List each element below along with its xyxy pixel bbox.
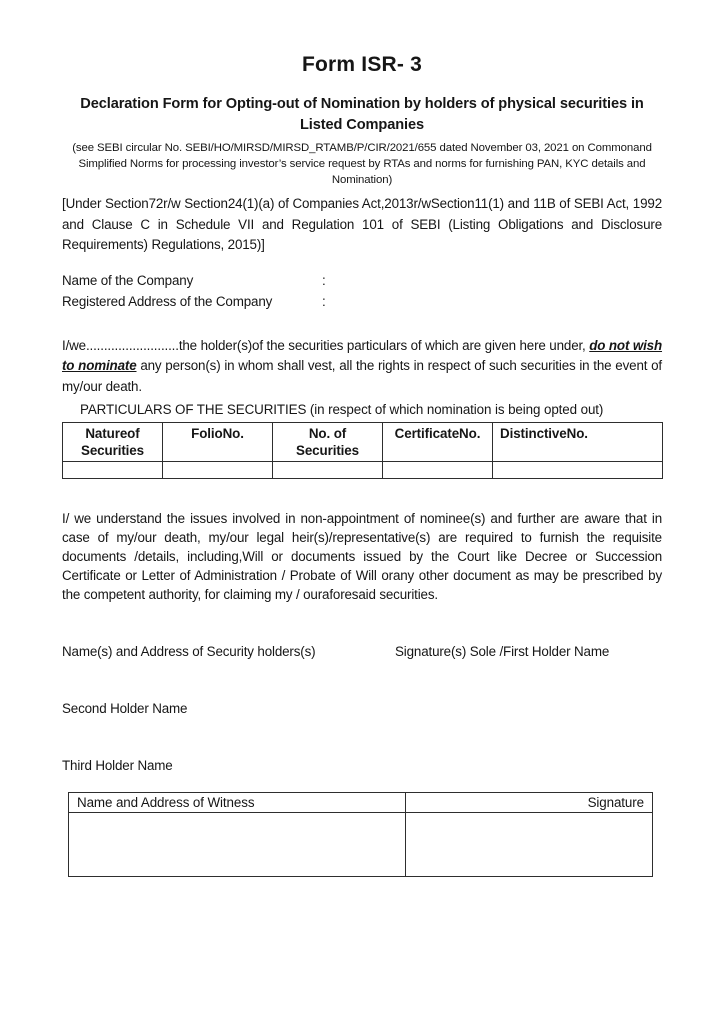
securities-cell-folio xyxy=(163,462,273,479)
declaration-paragraph xyxy=(62,336,662,398)
securities-header-count: No. of Securities xyxy=(273,423,383,462)
particulars-heading: PARTICULARS OF THE SECURITIES (in respect of which nomination is being opted out) xyxy=(80,402,604,417)
dotted-blank: .......................... xyxy=(85,337,179,353)
witness-cell-name-address xyxy=(69,813,406,877)
understand-paragraph: I/ we understand the issues involved in non-appointment of nominee(s) and further are aware that in case of my/our death, my/our legal heir(s)/representative(s) are required to furnish the requisite documents /details, including,Will or documents issued by the Court like Decree or Succession Certificate or Letter of Administration / Probate of Will orany other document as may be prescribed by the competent authority, for claiming my / ouraforesaid securities. xyxy=(62,511,662,602)
declaration-emphasis: do not wish to nominate xyxy=(62,337,663,373)
securities-table-header-row xyxy=(63,423,663,462)
company-address-label: Registered Address of the Company xyxy=(62,293,273,309)
second-holder-label: Second Holder Name xyxy=(62,701,188,716)
company-address-colon: : xyxy=(322,293,326,309)
first-holder-signature-label: Signature(s) Sole /First Holder Name xyxy=(395,644,610,659)
company-name-colon: : xyxy=(322,272,326,288)
securities-cell-certificate xyxy=(383,462,493,479)
securities-header-distinctive: DistinctiveNo. xyxy=(493,423,663,462)
legal-reference: [Under Section72r/w Section24(1)(a) of Companies Act,2013r/wSection11(1) and 11B of SEBI Act, 1992 and Clause C in Schedule VII and Regulation 101 of SEBI (Listing Obligations and Disclosure Requirements) Regulations, 2015)] xyxy=(62,196,662,252)
witness-table-empty-row xyxy=(69,813,653,877)
declaration-middle: the holder(s)of the securities particulars of which are given here under, xyxy=(178,337,590,353)
securities-cell-count xyxy=(273,462,383,479)
witness-table-header-row xyxy=(69,793,653,813)
securities-header-nature: Natureof Securities xyxy=(63,423,163,462)
form-subtitle: Declaration Form for Opting-out of Nomination by holders of physical securities in Listed Companies xyxy=(80,96,644,133)
securities-cell-distinctive xyxy=(493,462,663,479)
company-name-row xyxy=(62,270,662,291)
company-name-label: Name of the Company xyxy=(62,272,194,288)
securities-cell-nature xyxy=(63,462,163,479)
witness-header-name-address: Name and Address of Witness xyxy=(69,793,406,813)
holders-label: Name(s) and Address of Security holders(s) xyxy=(62,644,316,659)
witness-cell-signature xyxy=(406,813,653,877)
declaration-suffix: any person(s) in whom shall vest, all the rights in respect of such securities in the event of my/our death. xyxy=(62,358,663,394)
declaration-prefix: I/we xyxy=(62,337,86,353)
securities-header-certificate: CertificateNo. xyxy=(383,423,493,462)
securities-table-empty-row xyxy=(63,462,663,479)
company-address-row xyxy=(62,291,662,312)
page-title: Form ISR- 3 xyxy=(301,53,423,76)
circular-note: (see SEBI circular No. SEBI/HO/MIRSD/MIRSD_RTAMB/P/CIR/2021/655 dated November 03, 2021 on Commonand Simplified Norms for processing investor’s service request by RTAs and norms for furnishing PAN, KYC details and Nomination) xyxy=(72,142,652,186)
witness-header-signature: Signature xyxy=(406,793,653,813)
securities-header-folio: FolioNo. xyxy=(163,423,273,462)
securities-table xyxy=(62,422,663,479)
holders-signature-row xyxy=(62,642,662,661)
company-fields xyxy=(62,270,662,312)
witness-table xyxy=(68,792,653,877)
third-holder-label: Third Holder Name xyxy=(62,758,173,773)
